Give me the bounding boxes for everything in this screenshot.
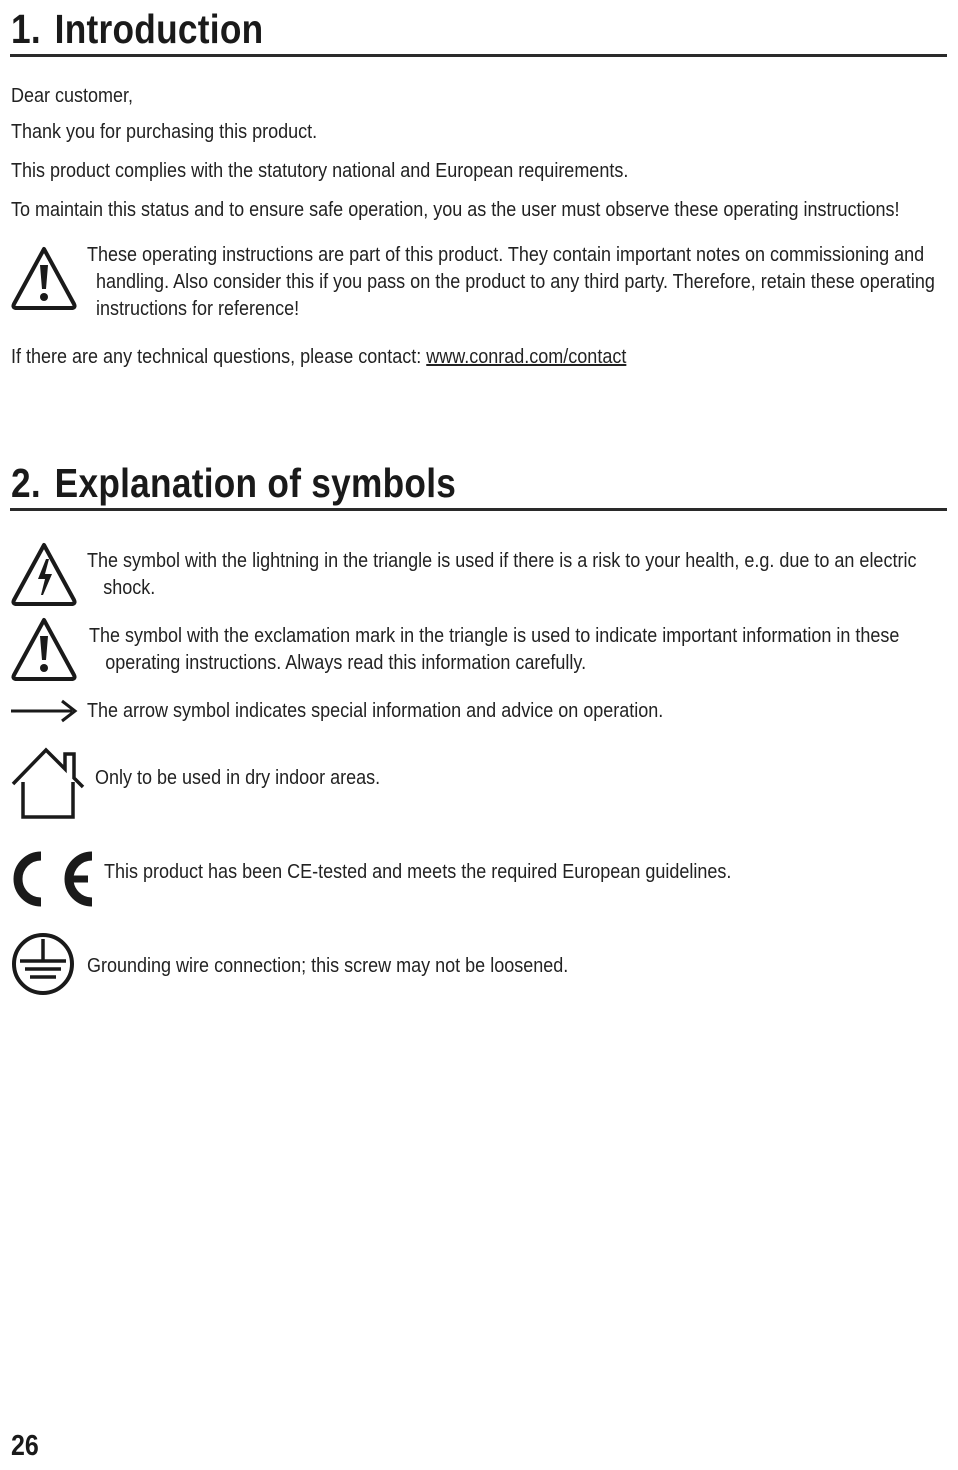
lightning-triangle-icon <box>10 541 78 607</box>
symbol-house-text <box>95 765 380 792</box>
section-2-number: 2. <box>11 460 41 506</box>
instructions-note-line-2: handling. Also consider this if you pass on the product to any third party. Therefore, retain these operating <box>96 271 935 293</box>
symbol-ce-text <box>104 859 731 886</box>
symbol-exclamation-line-2: operating instructions. Always read this information carefully. <box>105 652 587 674</box>
contact-text: If there are any technical questions, please contact: <box>11 346 427 368</box>
symbol-exclamation-text <box>89 623 899 677</box>
symbol-ce-line-1: This product has been CE-tested and meets the required European guidelines. <box>104 861 732 883</box>
symbol-ground-text <box>87 953 568 980</box>
instructions-note-line-3: instructions for reference! <box>96 298 300 320</box>
section-1-rule <box>10 54 947 57</box>
section-1-heading <box>11 6 263 53</box>
maintain-text: To maintain this status and to ensure safe operation, you as the user must observe these operating instructions! <box>11 199 900 221</box>
symbol-house-line-1: Only to be used in dry indoor areas. <box>95 767 381 789</box>
arrow-right-icon <box>10 698 78 724</box>
page-number: 26 <box>11 1430 39 1462</box>
section-2-rule <box>10 508 947 511</box>
contact-paragraph <box>11 345 626 369</box>
ground-icon <box>10 931 76 997</box>
contact-link[interactable]: www.conrad.com/contact <box>426 346 627 368</box>
greeting-text: Dear customer, <box>11 85 134 107</box>
instructions-note <box>87 242 935 323</box>
section-1-number: 1. <box>11 6 41 52</box>
symbol-lightning-text <box>87 548 916 602</box>
symbol-lightning-line-2: shock. <box>103 577 156 599</box>
warning-triangle-icon <box>10 245 78 311</box>
house-icon <box>10 746 86 820</box>
section-1-title: Introduction <box>54 6 264 52</box>
thanks-text: Thank you for purchasing this product. <box>11 121 318 143</box>
section-2-heading <box>11 460 456 507</box>
exclamation-triangle-icon <box>10 616 78 682</box>
symbol-arrow-text <box>87 698 663 725</box>
symbol-ground-line-1: Grounding wire connection; this screw may not be loosened. <box>87 955 569 977</box>
section-2-title: Explanation of symbols <box>54 460 457 506</box>
symbol-lightning-line-1: The symbol with the lightning in the triangle is used if there is a risk to your health, e.g. due to an electric <box>87 550 917 572</box>
symbol-arrow-line-1: The arrow symbol indicates special information and advice on operation. <box>87 700 664 722</box>
symbol-exclamation-line-1: The symbol with the exclamation mark in the triangle is used to indicate important information in these <box>89 625 900 647</box>
compliance-text: This product complies with the statutory national and European requirements. <box>11 160 629 182</box>
ce-mark-icon <box>10 848 96 910</box>
instructions-note-line-1: These operating instructions are part of this product. They contain important notes on commissioning and <box>87 244 925 266</box>
